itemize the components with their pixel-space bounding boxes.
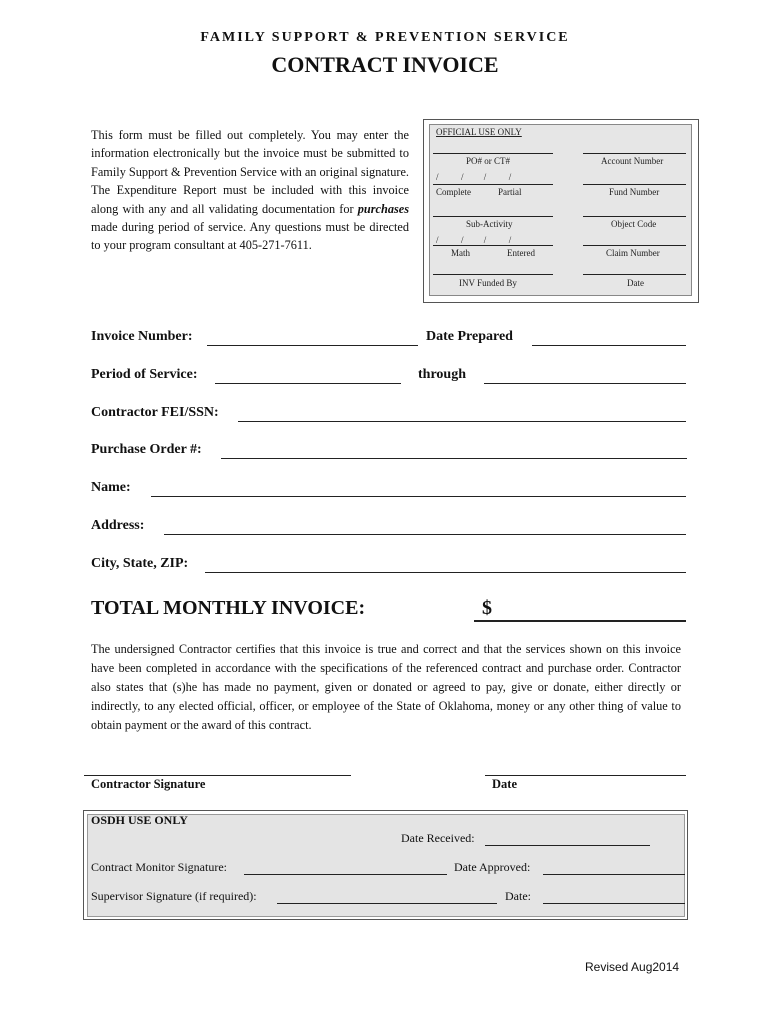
- official-date-line[interactable]: [583, 274, 686, 275]
- fund-label: Fund Number: [609, 187, 660, 197]
- contractor-signature-label: Contractor Signature: [91, 777, 206, 791]
- supervisor-date-label: Date:: [505, 889, 531, 903]
- po-number-field[interactable]: [221, 458, 687, 459]
- fei-field[interactable]: [238, 421, 686, 422]
- complete-line[interactable]: [433, 184, 553, 185]
- math-line[interactable]: [433, 245, 553, 246]
- inv-funded-label: INV Funded By: [459, 278, 517, 288]
- supervisor-label: Supervisor Signature (if required):: [91, 889, 257, 903]
- city-state-zip-label: City, State, ZIP:: [91, 556, 189, 571]
- agency-name: FAMILY SUPPORT & PREVENTION SERVICE: [200, 30, 570, 45]
- po-line[interactable]: [433, 153, 553, 154]
- certification-paragraph: The undersigned Contractor certifies that this invoice is true and correct and that the services shown on this invoice have been completed in accordance with the specifications of the referenced contract and purchase order. Contractor also states that (s)he has made no payment, given or donated or agreed to pay, give or donate, either directly or indirectly, to any elected official, officer, or employee of the State of Oklahoma, money or any other thing of value to obtain payment or the award of this contract.: [91, 642, 681, 732]
- revision-note: Revised Aug2014: [585, 960, 680, 974]
- object-code-label: Object Code: [611, 219, 657, 229]
- claim-label: Claim Number: [606, 248, 660, 258]
- inv-funded-line[interactable]: [433, 274, 553, 275]
- official-use-panel: [429, 124, 692, 296]
- address-label: Address:: [91, 518, 145, 533]
- address-field[interactable]: [164, 534, 686, 535]
- date-prepared-label: Date Prepared: [426, 329, 513, 344]
- po-label: PO# or CT#: [466, 156, 511, 166]
- instructions-paragraph: [91, 126, 409, 255]
- signature-date-line[interactable]: [485, 775, 686, 776]
- period-end-field[interactable]: [484, 383, 686, 384]
- contract-monitor-label: Contract Monitor Signature:: [91, 860, 227, 874]
- account-line[interactable]: [583, 153, 686, 154]
- fei-label: Contractor FEI/SSN:: [91, 405, 219, 420]
- currency-symbol: $: [482, 597, 492, 619]
- city-state-zip-field[interactable]: [205, 572, 686, 573]
- period-start-field[interactable]: [215, 383, 401, 384]
- invoice-number-field[interactable]: [207, 345, 418, 346]
- instructions-text-end: made during period of service. Any questions must be directed to your program consultant at 405-271-7611.: [91, 220, 409, 253]
- date-prepared-field[interactable]: [532, 345, 686, 346]
- date-slashes-2: / / / /: [436, 235, 512, 245]
- name-field[interactable]: [151, 496, 686, 497]
- complete-label: Complete: [436, 187, 471, 197]
- invoice-number-label: Invoice Number:: [91, 329, 193, 344]
- total-label: TOTAL MONTHLY INVOICE:: [91, 597, 366, 619]
- claim-line[interactable]: [583, 245, 686, 246]
- form-title: CONTRACT INVOICE: [271, 52, 499, 77]
- osdh-title: OSDH USE ONLY: [91, 813, 188, 827]
- supervisor-field[interactable]: [277, 903, 497, 904]
- total-amount-field[interactable]: [474, 620, 686, 622]
- partial-label: Partial: [498, 187, 522, 197]
- instructions-emphasis: purchases: [357, 201, 409, 216]
- sub-activity-label: Sub-Activity: [466, 219, 513, 229]
- contract-monitor-field[interactable]: [244, 874, 447, 875]
- entered-label: Entered: [507, 248, 535, 258]
- name-label: Name:: [91, 480, 131, 495]
- supervisor-date-field[interactable]: [543, 903, 685, 904]
- instructions-text-start: This form must be filled out completely. You may enter the information electronically but the invoice must be submitted to Family Support & Prevention Service with an original signature. The Expenditure Report must be included with this invoice along with any and all validating documentation for: [91, 128, 409, 216]
- official-use-title: OFFICIAL USE ONLY: [436, 127, 522, 137]
- account-label: Account Number: [601, 156, 664, 166]
- contractor-signature-line[interactable]: [84, 775, 351, 776]
- official-date-label: Date: [627, 278, 644, 288]
- object-code-line[interactable]: [583, 216, 686, 217]
- date-received-label: Date Received:: [401, 831, 475, 845]
- po-number-label: Purchase Order #:: [91, 442, 202, 457]
- period-label: Period of Service:: [91, 367, 198, 382]
- math-label: Math: [451, 248, 470, 258]
- through-label: through: [418, 367, 466, 382]
- sub-activity-line[interactable]: [433, 216, 553, 217]
- date-approved-label: Date Approved:: [454, 860, 531, 874]
- date-slashes-1: / / / /: [436, 172, 512, 182]
- fund-line[interactable]: [583, 184, 686, 185]
- date-approved-field[interactable]: [543, 874, 685, 875]
- date-received-field[interactable]: [485, 845, 650, 846]
- signature-date-label: Date: [492, 777, 517, 791]
